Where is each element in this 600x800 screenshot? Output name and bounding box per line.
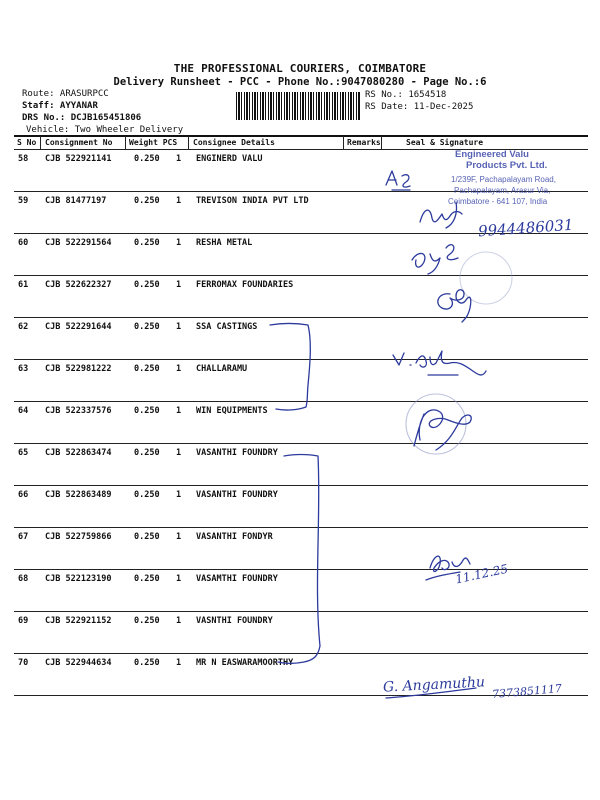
row-pcs: 1 — [176, 658, 182, 668]
row-divider — [14, 443, 588, 444]
row-weight: 0.250 — [134, 490, 160, 500]
row-weight: 0.250 — [134, 406, 160, 416]
stamp-address-line: 1/239F, Pachapalayam Road, — [451, 175, 556, 184]
row-consignee: CHALLARAMU — [196, 364, 248, 374]
row-weight: 0.250 — [134, 322, 160, 332]
row-consignee: WIN EQUIPMENTS — [196, 406, 268, 416]
row-weight: 0.250 — [134, 196, 160, 206]
row-divider — [14, 527, 588, 528]
row-sno: 69 — [18, 616, 29, 626]
row-sno: 67 — [18, 532, 29, 542]
row-divider — [14, 317, 588, 318]
row-consignment-no: CJB 522291564 — [45, 238, 112, 248]
row-sno: 64 — [18, 406, 29, 416]
row-consignee: TREVISON INDIA PVT LTD — [196, 196, 309, 206]
header-divider — [40, 136, 41, 149]
row-sno: 58 — [18, 154, 29, 164]
row-sno: 62 — [18, 322, 29, 332]
row-consignee: SSA CASTINGS — [196, 322, 258, 332]
header-divider — [381, 136, 382, 149]
row-divider — [14, 611, 588, 612]
row-weight: 0.250 — [134, 532, 160, 542]
col-consignee-header: Consignee Details — [193, 138, 275, 147]
row-consignment-no: CJB 522622327 — [45, 280, 112, 290]
row-consignee: FERROMAX FOUNDARIES — [196, 280, 294, 290]
row-pcs: 1 — [176, 322, 182, 332]
document-subtitle: Delivery Runsheet - PCC - Phone No.:9047080280 - Page No.:6 — [113, 76, 487, 88]
row-weight: 0.250 — [134, 658, 160, 668]
rs-date: RS Date: 11-Dec-2025 — [365, 102, 474, 112]
row-pcs: 1 — [176, 448, 182, 458]
row-pcs: 1 — [176, 280, 182, 290]
row-consignment-no: CJB 522981222 — [45, 364, 112, 374]
drs-number: DRS No.: DCJB165451806 — [22, 113, 142, 123]
row-consignment-no: CJB 81477197 — [45, 196, 107, 206]
col-sno-header: S No — [17, 138, 37, 147]
document-title: THE PROFESSIONAL COURIERS, COIMBATORE — [173, 62, 427, 75]
row-consignee: VASANTHI FOUNDRY — [196, 490, 278, 500]
row-pcs: 1 — [176, 364, 182, 374]
row-pcs: 1 — [176, 532, 182, 542]
row-divider — [14, 359, 588, 360]
row-consignment-no: CJB 522759866 — [45, 532, 112, 542]
row-weight: 0.250 — [134, 238, 160, 248]
stamp-company-name: Engineered Valu — [455, 149, 529, 160]
row-consignee: VASANTHI FONDYR — [196, 532, 273, 542]
row-weight: 0.250 — [134, 574, 160, 584]
row-pcs: 1 — [176, 574, 182, 584]
row-consignee: VASAMTHI FOUNDRY — [196, 574, 278, 584]
barcode — [236, 92, 360, 120]
row-consignee: RESHA METAL — [196, 238, 253, 248]
row-pcs: 1 — [176, 154, 182, 164]
handwritten-date: 11.12.25 — [454, 561, 510, 587]
col-remarks-header: Remarks — [347, 138, 381, 147]
row-consignee: VASNTHI FOUNDRY — [196, 616, 273, 626]
row-pcs: 1 — [176, 616, 182, 626]
row-sno: 60 — [18, 238, 29, 248]
row-consignment-no: CJB 522337576 — [45, 406, 112, 416]
stamp-circle — [406, 394, 466, 454]
row-consignment-no: CJB 522123190 — [45, 574, 112, 584]
row-sno: 65 — [18, 448, 29, 458]
row-consignment-no: CJB 522863489 — [45, 490, 112, 500]
row-sno: 70 — [18, 658, 29, 668]
table-top-rule — [14, 135, 588, 137]
signature-mark — [386, 171, 410, 187]
handwritten-phone: 7373851117 — [491, 681, 563, 702]
header-divider — [125, 136, 126, 149]
row-sno: 59 — [18, 196, 29, 206]
row-pcs: 1 — [176, 406, 182, 416]
vehicle-label: Vehicle: Two Wheeler Delivery — [26, 125, 184, 135]
row-sno: 66 — [18, 490, 29, 500]
row-consignee: MR N EASWARAMOORTHY — [196, 658, 294, 668]
row-sno: 63 — [18, 364, 29, 374]
row-pcs: 1 — [176, 196, 182, 206]
row-weight: 0.250 — [134, 364, 160, 374]
row-sno: 61 — [18, 280, 29, 290]
row-pcs: 1 — [176, 490, 182, 500]
ditto-bracket — [270, 324, 310, 411]
header-divider — [188, 136, 189, 149]
row-divider — [14, 653, 588, 654]
stamp-circle — [460, 252, 512, 304]
row-weight: 0.250 — [134, 448, 160, 458]
col-seal-header: Seal & Signature — [406, 138, 484, 147]
stamp-company-suffix: Products Pvt. Ltd. — [466, 160, 548, 171]
signature-mark — [412, 245, 458, 274]
handwritten-name: G. Angamuthu — [382, 674, 486, 696]
row-divider — [14, 401, 588, 402]
row-consignee: ENGINERD VALU — [196, 154, 263, 164]
rs-number: RS No.: 1654518 — [365, 90, 447, 100]
col-weight-pcs-header: Weight PCS — [129, 138, 178, 147]
handwritten-phone: 9944486031 — [477, 215, 574, 241]
row-weight: 0.250 — [134, 154, 160, 164]
row-consignment-no: CJB 522863474 — [45, 448, 112, 458]
staff-label: Staff: AYYANAR — [22, 101, 98, 111]
stamp-address-line: Coimbatore - 641 107, India — [448, 197, 548, 206]
row-weight: 0.250 — [134, 280, 160, 290]
row-consignment-no: CJB 522291644 — [45, 322, 112, 332]
row-sno: 68 — [18, 574, 29, 584]
row-divider — [14, 275, 588, 276]
row-consignee: VASANTHI FOUNDRY — [196, 448, 278, 458]
route-label: Route: ARASURPCC — [22, 89, 109, 99]
stamp-address-line: Pachapalayam, Arasur Via, — [454, 186, 551, 195]
signature-mark — [393, 351, 486, 375]
col-consignment-header: Consignment No — [45, 138, 113, 147]
row-consignment-no: CJB 522921141 — [45, 154, 112, 164]
row-consignment-no: CJB 522921152 — [45, 616, 112, 626]
row-consignment-no: CJB 522944634 — [45, 658, 112, 668]
row-divider — [14, 485, 588, 486]
row-weight: 0.250 — [134, 616, 160, 626]
row-pcs: 1 — [176, 238, 182, 248]
header-divider — [343, 136, 344, 149]
